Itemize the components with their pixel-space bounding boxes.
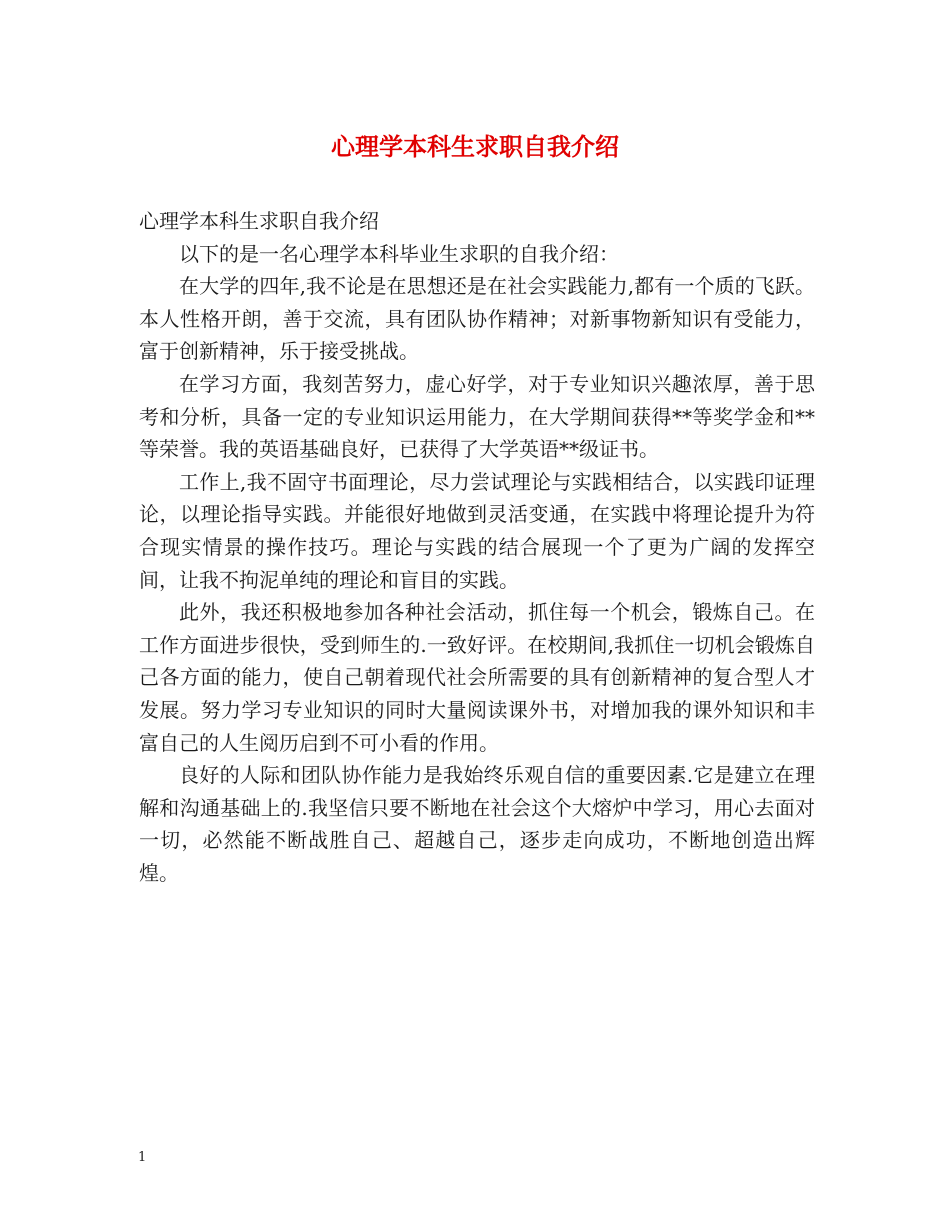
paragraph-work: 工作上,我不固守书面理论，尽力尝试理论与实践相结合，以实践印证理论，以理论指导实践。并能很好地做到灵活变通，在实践中将理论提升为符合现实情景的操作技巧。理论与实践的结合展现一个了更为广阔的发挥空间，让我不拘泥单纯的理论和盲目的实践。 xyxy=(139,469,815,592)
page-number: 1 xyxy=(138,1150,147,1165)
paragraph-intro: 以下的是一名心理学本科毕业生求职的自我介绍： xyxy=(179,241,619,266)
document-title: 心理学本科生求职自我介绍 xyxy=(331,132,619,161)
paragraph-study: 在学习方面，我刻苦努力，虚心好学，对于专业知识兴趣浓厚，善于思考和分析，具备一定的专业知识运用能力，在大学期间获得**等奖学金和**等荣誉。我的英语基础良好，已获得了大学英语**级证书。 xyxy=(139,371,815,462)
paragraph-university: 在大学的四年,我不论是在思想还是在社会实践能力,都有一个质的飞跃。本人性格开朗，善于交流，具有团队协作精神；对新事物新知识有受能力，富于创新精神，乐于接受挑战。 xyxy=(139,274,815,364)
heading-line: 心理学本科生求职自我介绍 xyxy=(139,209,379,233)
document-body xyxy=(139,205,815,889)
paragraph-teamwork: 良好的人际和团队协作能力是我始终乐观自信的重要因素.它是建立在理解和沟通基础上的.我坚信只要不断地在社会这个大熔炉中学习，用心去面对一切，必然能不断战胜自己、超越自己，逐步走向成功，不断地创造出辉煌。 xyxy=(139,763,815,885)
paragraph-activities: 此外，我还积极地参加各种社会活动，抓住每一个机会，锻炼自己。在工作方面进步很快，受到师生的.一致好评。在校期间,我抓住一切机会锻炼自己各方面的能力，使自己朝着现代社会所需要的具有创新精神的复合型人才发展。努力学习专业知识的同时大量阅读课外书，对增加我的课外知识和丰富自己的人生阅历启到不可小看的作用。 xyxy=(139,600,815,755)
